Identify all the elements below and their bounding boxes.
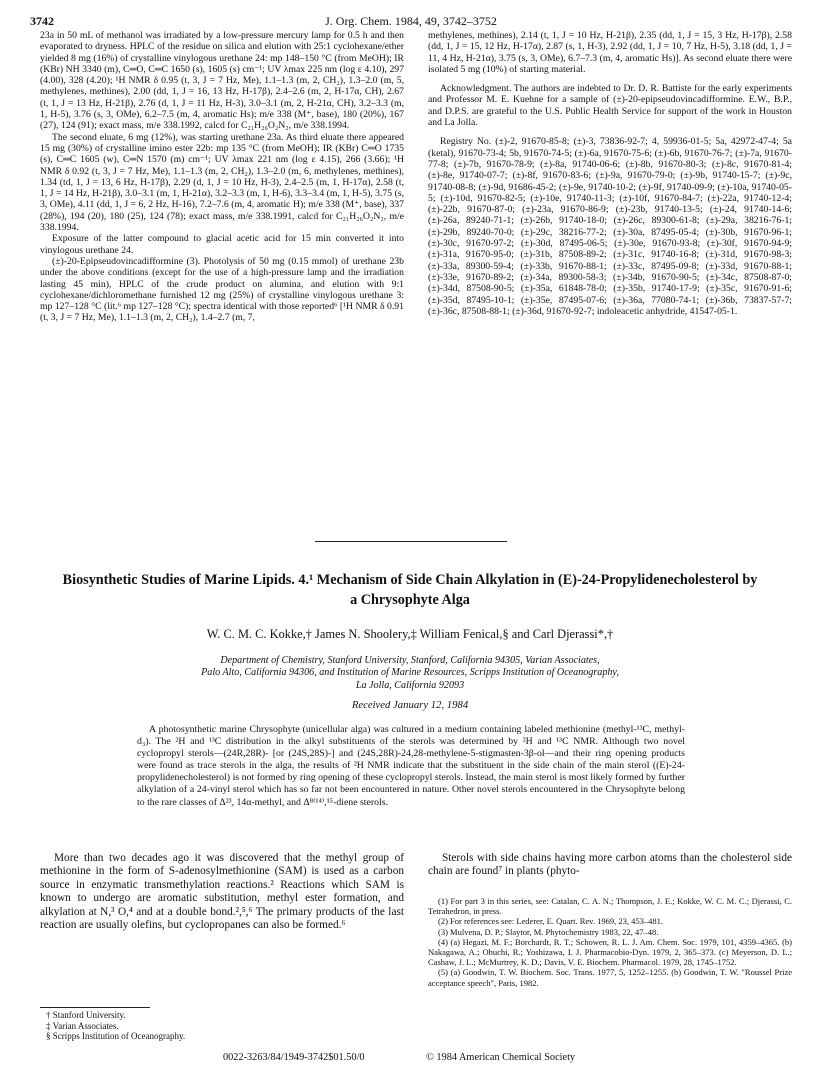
author-footnotes [46,1010,402,1042]
footnote: § Scripps Institution of Oceanography. [46,1031,186,1042]
footnote: ‡ Varian Associates. [46,1020,119,1031]
footnote: † Stanford University. [46,1010,126,1020]
paragraph: 23a in 50 mL of methanol was irradiated by a low-pressure mercury lamp for 0.5 h and then evaporated to dryness. HPLC of the residue on silica and elution with 25:1 cyclohexane/ether yielded 8 mg (16%) of crystalline vinylogous urethane 24: mp 148–150 °C (from MeOH); IR (KBr) NH 3340 (m), C═O, C═C 1650 (s), 1605 (s) cm⁻¹; UV λmax 225 nm (log ε 4.10), 297 (4.00), 328 (4.20); ¹H NMR δ 0.95 (t, 3, J = 7 Hz, Me), 1.1–1.3 (m, 2, CH₂), 1.3–2.0 (m, 5, methylenes, methines), 2.00 (dd, 1, J = 16, 13 Hz, H-17β), 2.4–2.6 (m, 2, H-17α, CH), 2.67 (t, 1, J = 13 Hz, H-21β), 2.76 (d, 1, J = 11 Hz, H-3), 3.0–3.1 (m, 2, H-21α, CH), 3.2–3.3 (m, 1, H-5), 3.76 (s, 3, OMe), 6.2–7.5 (m, 4, aromatic Hs); m/e 338 (M⁺, base), 180 (20%), 167 (27), 124 (91); exact mass, m/e 338.1992, calcd for C₂₁H₂₆O₂N₂, m/e 338.1994. [40,30,404,132]
received-date: Received January 12, 1984 [351,699,469,711]
body-text-right: Sterols with side chains having more carbon atoms than the cholesterol side chain are found⁷ in plants (phyto- [428,852,792,878]
copyright: © 1984 American Chemical Society [426,1052,576,1063]
running-header [30,14,792,30]
experimental-column-left [40,30,404,324]
abstract: A photosynthetic marine Chrysophyte (unicellular alga) was cultured in a medium containing labeled methionine (methyl-¹³C, methyl-d₃). The ²H and ¹³C distribution in the alkyl substituents of the sterols was determined by ²H and ¹³C NMR. Although two novel cyclopropyl sterols—(24R,28R)- [or (24S,28S)-] and (24S,28R)-24,28-methylene-5-stigmasten-3β-ol—and their ring opening products were found as trace sterols in the alga, the results of ²H NMR indicate that the substituent in the side chain of the main sterol ((E)-24-propylidenecholesterol) is not formed by ring opening of these cyclopropyl sterols. Instead, the main sterol is most likely formed by further alkylation of a 24-vinyl sterol which has so far not been encountered in nature. Other novel sterols encountered in the Chrysophyte belong to the rare classes of Δ²³, 14α-methyl, and Δ⁸⁽¹⁴⁾,¹⁵-diene sterols. [137,724,685,808]
affiliation [60,655,760,692]
experimental-column-right [428,30,792,317]
affiliation-line: La Jolla, California 92093 [355,679,465,691]
footnote-divider [40,1007,150,1008]
body-text-left: More than two decades ago it was discovered that the methyl group of methionine in the form of S-adenosylmethionine (SAM) is used as a carbon source in enzymatic transmethylation reactions.² Reactions which SAM is known to undergo are aromatic substitution, methyl ester formation, and alkylation at N,³ O,⁴ and at a double bond.²,⁵,⁶ The primary products of the last reaction are usually olefins, but cyclopropanes can also be formed.⁶ [40,852,404,932]
affiliation-line: Department of Chemistry, Stanford University, Stanford, California 94305, Varian Associates, [220,655,600,666]
paragraph: (±)-20-Epipseudovincadifformine (3). Photolysis of 50 mg (0.15 mmol) of urethane 23b under the above conditions (except for the use of a high-pressure lamp and the irradiation lasting 45 min), HPLC of the crude product on alumina, and elution with 9:1 cyclohexane/dichloromethane furnished 12 mg (25%) of crystalline vinylogous urethane 3: mp 127–128 °C (lit.⁶ mp 127–128 °C); spectra identical with those reported⁶ [¹H NMR δ 0.91 (t, 3, J = 7 Hz, Me), 1.1–1.3 (m, 2, CH₂), 1.4–2.7 (m, 7, [40,255,404,324]
reference: (1) For part 3 in this series, see: Catalan, C. A. N.; Thompson, J. E.; Kokke, W. C. M. C.; Djerassi, C. Tetrahedron, in press. [428,896,792,917]
registry-numbers: Registry No. (±)-2, 91670-85-8; (±)-3, 73836-92-7; 4, 59936-01-5; 5a, 42972-47-4; 5a (ketal), 91670-73-4; 5b, 91670-74-5; (±)-6a, 91670-75-6; (±)-6b, 91670-76-7; (±)-7a, 91670-77-8; (±)-7b, 91670-78-9; (±)-8a, 91740-06-6; (±)-8b, 91670-80-3; (±)-8c, 91670-81-4; (±)-8e, 91740-07-7; (±)-8f, 91670-83-6; (±)-9a, 91670-79-0; (±)-9b, 91740-15-7; (±)-9c, 91740-08-8; (±)-9d, 91686-45-2; (±)-9e, 91740-10-2; (±)-9f, 91740-09-9; (±)-10a, 91740-05-5; (±)-10d, 91670-82-5; (±)-10e, 91740-11-3; (±)-10f, 91670-84-7; (±)-22a, 91740-12-4; (±)-22b, 91670-87-0; (±)-23a, 91670-86-9; (±)-23b, 91740-13-5; (±)-24, 91740-14-6; (±)-26a, 89240-71-1; (±)-26b, 91740-18-0; (±)-26c, 89300-61-8; (±)-29a, 38216-76-1; (±)-29b, 89240-70-0; (±)-29c, 38216-77-2; (±)-30a, 87495-05-4; (±)-30b, 91670-96-1; (±)-30c, 91670-97-2; (±)-30d, 87495-06-5; (±)-30e, 91670-93-8; (±)-30f, 91670-94-9; (±)-31a, 91670-95-0; (±)-31b, 87508-89-2; (±)-31c, 91740-16-8; (±)-31d, 91670-98-3; (±)-33a, 89300-59-4; (±)-33b, 91670-88-1; (±)-33c, 87495-09-8; (±)-33d, 91670-88-1; (±)-33e, 91670-89-2; (±)-34a, 89300-58-3; (±)-34b, 91670-90-5; (±)-34c, 87508-87-0; (±)-34d, 87508-90-5; (±)-35a, 61848-78-0; (±)-35b, 91740-17-9; (±)-35c, 91670-91-6; (±)-35d, 87495-10-1; (±)-35e, 87495-07-6; (±)-36a, 77080-74-1; (±)-36b, 73837-57-7; (±)-36c, 87508-88-1; (±)-36d, 91670-92-7; indoleacetic anhydride, 41547-05-1. [428,136,792,317]
author-list: W. C. M. C. Kokke,† James N. Shoolery,‡ William Fenical,§ and Carl Djerassi*,† [206,627,614,641]
acknowledgment: Acknowledgment. The authors are indebted to Dr. D. R. Battiste for the early experiments and Professor M. E. Kuehne for a sample of (±)-20-epipseudovincadifformine. E.W., B.P., and D.P.S. are grateful to the U.S. Public Health Service for support of the work in Houston and La Jolla. [428,83,792,129]
section-divider [315,541,507,542]
reference: (4) (a) Hegazi, M. F.; Borchardt, R. T.; Schowen, R. L. J. Am. Chem. Soc. 1979, 101, 4359–4365. (b) Nakagawa, A.; Ohuchi, R.; Yoshizawa, I. J. Pharmacobio-Dyn. 1979, 2, 365–373. (c) Meyerson, D. L.; Cashaw, J. L.; McMurtrey, K. D.; Davis, V. E. Biochem. Pharmacol. 1979, 28, 1745–1752. [428,936,792,968]
journal-citation: J. Org. Chem. 1984, 49, 3742–3752 [325,14,497,28]
reference: (2) For references see: Lederer, E. Quart. Rev. 1969, 23, 453–481. [438,916,663,927]
article-title: Biosynthetic Studies of Marine Lipids. 4.¹ Mechanism of Side Chain Alkylation in (E)-24-Propylidenecholesterol by a Chrysophyte Alga [62,572,758,608]
paragraph: Exposure of the latter compound to glacial acetic acid for 15 min converted it into vinylogous urethane 24. [40,233,404,256]
reference: (3) Mulvena, D. P.; Slaytor, M. Phytochemistry 1983, 22, 47–48. [438,926,659,937]
page-number: 3742 [30,14,54,28]
reference: (5) (a) Goodwin, T. W. Biochem. Soc. Trans. 1977, 5, 1252–1255. (b) Goodwin, T. W. "Roussel Prize acceptance speech", Paris, 1982. [428,967,792,988]
references [428,896,792,988]
affiliation-line: Palo Alto, California 94306, and Institution of Marine Resources, Scripps Institution of Oceanography, [201,667,619,679]
article-code: 0022-3263/84/1949-3742$01.50/0 [223,1052,365,1063]
paragraph: methylenes, methines), 2.14 (t, 1, J = 10 Hz, H-21β), 2.35 (dd, 1, J = 15, 3 Hz, H-17β), 2.58 (dd, 1, J = 15, 12 Hz, H-17α), 2.87 (s, 1, H-3), 2.92 (dd, 1, J = 10, 7 Hz, H-5), 3.18 (dd, 1, J = 11, 4 Hz, H-21α), 3.75 (s, 3, OMe), 6.7–7.3 (m, 4, aromatic Hs)]. As second eluate there were isolated 5 mg (10%) of starting material. [428,30,792,75]
paragraph: The second eluate, 6 mg (12%), was starting urethane 23a. As third eluate there appeared 15 mg (30%) of crystalline imino ester 22b: mp 135 °C (from MeOH); IR (KBr) C═O 1735 (s), C═C 1605 (w), C═N 1570 (m) cm⁻¹; UV λmax 221 nm (log ε 4.15), 266 (3.66); ¹H NMR δ 0.92 (t, 3, J = 7 Hz, Me), 1.1–1.3 (m, 2, CH₂), 1.3–2.0 (m, 6, methylenes, methines), 1.34 (td, 1, J = 13, 6 Hz, H-17β), 2.29 (d, 1, J = 10 Hz, H-3), 2.4–2.5 (m, 1, H-17α), 2.58 (t, 1, J = 14 Hz, H-21β), 3.0–3.1 (m, 1, H-21α), 3.2–3.3 (m, 1, H-6), 3.3–3.4 (m, 1, H-5), 3.75 (s, 3, OMe), 4.11 (dd, 1, J = 6, 2 Hz, H-16), 7.2–7.6 (m, 4, aromatic H); m/e 338 (M⁺, base), 337 (28%), 194 (20), 180 (25), 124 (78); exact mass, m/e 338.1991, calcd for C₂₁H₂₆O₂N₂, m/e 338.1994. [40,131,404,234]
